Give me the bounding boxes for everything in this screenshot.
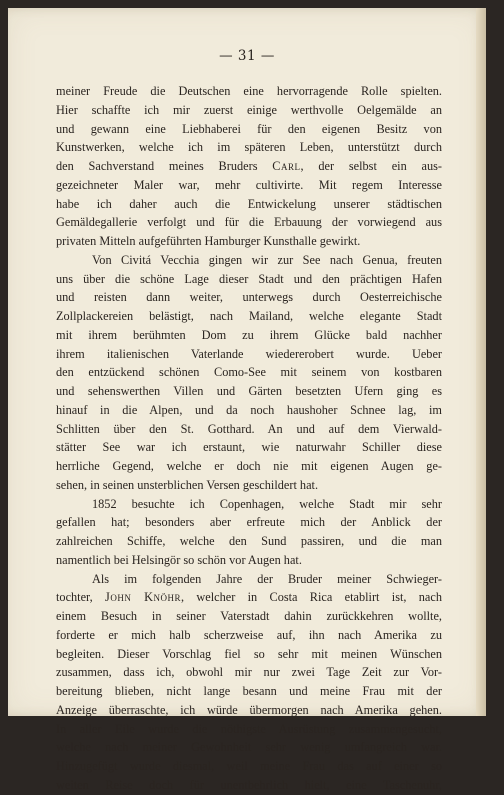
text-line: und gewann eine Liebhaberei für den eigenen Besitz von (56, 121, 442, 136)
book-page (8, 8, 486, 792)
text-line: privaten Mitteln aufgeführten Hamburger Kunsthalle gewirkt. (56, 234, 361, 248)
text-line (56, 588, 442, 607)
text-line: ihrem italienischen Vaterlande wiedererobert wurde. Ueber (56, 346, 442, 361)
text-line: Hinzugefügt wurde diesmal, weil meine Frau das auf einer so (56, 759, 442, 773)
text-line: und sehenswerthen Villen und Gärten besetzten Ufern ging es (56, 384, 442, 398)
text-segment: , der selbst ein aus- (300, 159, 442, 173)
text-line: Von Civitá Vecchia gingen wir zur See nach Genua, freuten (92, 252, 442, 267)
text-line: welche nach meiner Gewohnheit sehr wenig umfangreich war. (56, 740, 442, 755)
text-line: forderte er mich halb scherzweise auf, ihn nach Amerika zu (56, 627, 442, 642)
text-segment: , welcher in Costa Rica etablirt ist, nach (181, 590, 442, 605)
text-line (56, 157, 442, 176)
text-line: Als im folgenden Jahre der Bruder meiner Schwieger- (92, 571, 442, 586)
text-line: Gemäldegallerie verfolgt und für die Erbauung der vorwiegend aus (56, 215, 442, 230)
text-segment: tochter, (56, 590, 106, 605)
text-segment: den Sachverstand meines Bruders (56, 159, 273, 173)
person-name: Carl (272, 159, 301, 173)
text-line: habe ich daher auch die Entwickelung unserer städtischen (56, 196, 442, 211)
page-number: — 31 — (219, 48, 275, 64)
text-line: meiner Freude die Deutschen eine hervorragende Rolle spielten. (56, 84, 442, 98)
text-line: gefallen hat; besonders aber erfreute mich der Anblick der (56, 515, 442, 530)
text-line: einem Besuch in seiner Vaterstadt dahin zurückkehren wollte, (56, 609, 442, 623)
text-line: 1852 besuchte ich Copenhagen, welche Stadt mir sehr (92, 496, 442, 511)
text-line: Hier schaffte ich mir zuerst einige werthvolle Oelgemälde an (56, 102, 442, 117)
text-line: Kunstwerken, welche ich im späteren Leben, unterstützt durch (56, 140, 442, 155)
text-line: herrliche Gegend, welche er doch nie mit eigenen Augen ge- (56, 459, 442, 473)
text-line: bereitung blieben, nicht lange besann und meine Frau mit der (56, 684, 442, 698)
text-line: In aller Eile wurde die nöthigste Ausrüstung zusammengesucht, (56, 721, 442, 736)
text-line: Zollplackereien belästigt, nach Mailand, welche elegante Stadt (56, 309, 442, 323)
text-line: uns über die schöne Lage dieser Stadt und den prächtigen Hafen (56, 271, 442, 286)
text-line: stätter See war ich erstaunt, wie naturwahr Schiller diese (56, 440, 442, 455)
text-line: begleiten. Dieser Vorschlag fiel so sehr mit meinen Wünschen (56, 646, 442, 661)
text-line: namentlich bei Helsingör so schön vor Augen hat. (56, 552, 302, 567)
text-line: den entzückend schönen Como-See mit seinem von kostbaren (56, 365, 442, 380)
text-line: zahlreichen Schiffe, welche den Sund passiren, und die man (56, 534, 442, 548)
body-text (56, 82, 442, 795)
text-line: mit ihrem berühmten Dom zu ihrem Glücke bald nachher (56, 327, 442, 342)
text-line: weiten Reise doch für unentbehrlich hielt, eine Taschenuhr, (56, 777, 442, 792)
text-line: und reisten dann weiter, unterwegs durch Oesterreichische (56, 290, 442, 305)
page-edge (476, 8, 486, 716)
text-line: Schlitten über den St. Gotthard. An und auf dem Vierwald- (56, 421, 442, 436)
text-line: hinauf in die Alpen, und da noch haushoher Schnee lag, im (56, 402, 442, 417)
text-line: sehen, in seinen unsterblichen Versen geschildert hat. (56, 477, 319, 492)
text-line: Anzeige überraschte, ich würde übermorgen nach Amerika gehen. (56, 702, 442, 717)
text-line: zusammen, dass ich, obwohl mir nur zwei Tage Zeit zur Vor- (56, 665, 442, 680)
person-name: John Knöhr (105, 590, 182, 605)
text-line: gezeichneter Maler war, mehr cultivirte. Mit regem Interesse (56, 177, 442, 192)
